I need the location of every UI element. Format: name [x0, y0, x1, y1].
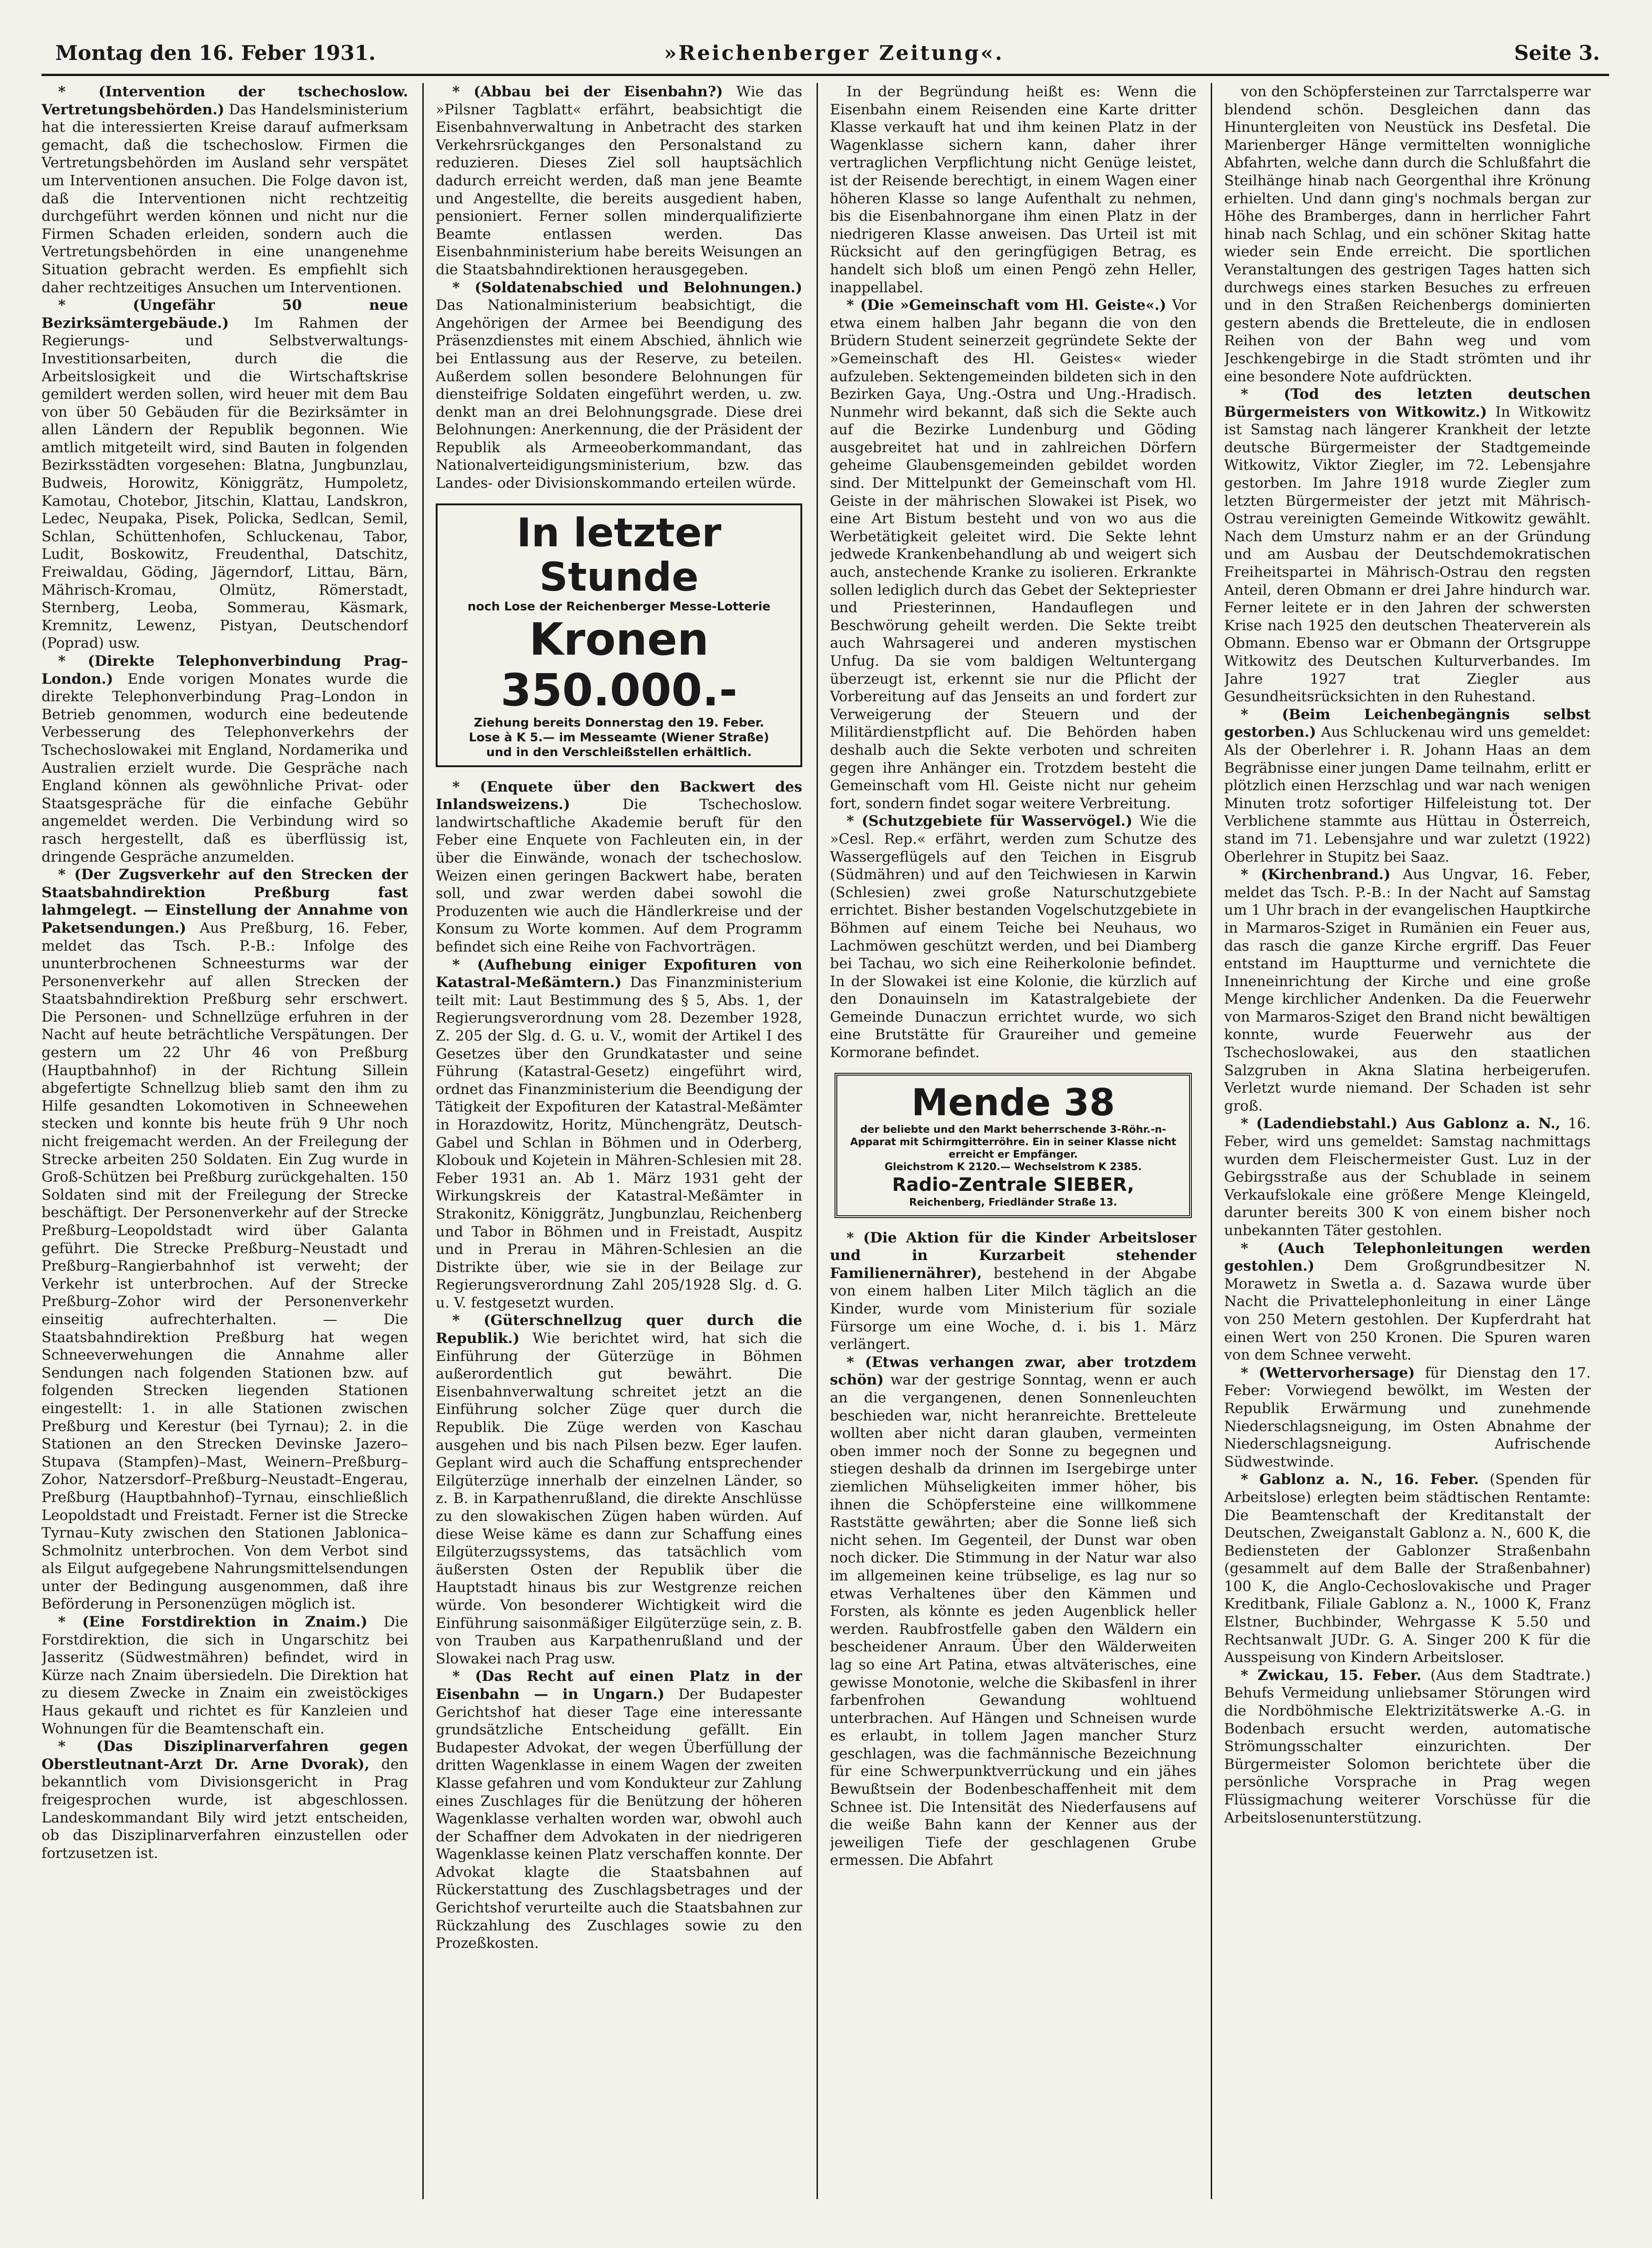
column-4: [1224, 83, 1591, 2204]
article-text: Wie berichtet wird, hat sich die Einführung der Güterzüge in Böhmen außerordentlich gut bewährt. Die Eisenbahnverwaltung schreitet jetzt an die Einführung solcher Züge quer durch die Republik. Die Züge werden von Kaschau ausgehen und bis nach Pilsen bezw. Eger laufen. Geplant wird auch die Schaffung entsprechender Eilgüterzüge innerhalb der einzelnen Länder, so z. B. in Karpathenrußland, die direkte Anschlüsse zu den slowakischen Zügen haben würden. Auf diese Weise käme es dann zur Schaffung eines Eilgüterzugssystems, das tatsächlich vom äußersten Osten der Republik über die Hauptstadt hinaus bis zur Westgrenze reichen würde. Von besonderer Wichtigkeit wird die Einführung saisonmäßiger Eilgüterzüge sein, z. B. von Trauben aus Karpathenrußland und der Slowakei nach Prag usw.: [436, 1330, 802, 1667]
article-title: * (Schutzgebiete für Wasservögel.): [847, 813, 1133, 830]
article: [41, 1613, 408, 1738]
article-title: * (Der Zugsverkehr auf den Strecken der Staatsbahndirektion Preßburg fast lahmgelegt. — Einstellung der Annahme von Paketsendungen.): [41, 866, 408, 936]
article-title: * (Güterschnellzug quer durch die Republik.): [436, 1312, 802, 1347]
article-text: (Aus dem Stadtrate.) Behufs Vermeidung unliebsamer Störungen wird die Nordböhmische Elektrizitätswerke A.-G. in Bodenbach ersucht werden, automatische Strömungsschalter einzurichten. Der Bürgermeister Solomon berichtete über die persönliche Vorsprache in Prag wegen Flüssigmachung weiterer Vorschüsse für die Arbeitslosenunterstützung.: [1224, 1667, 1591, 1826]
article: [1224, 866, 1591, 1115]
column-2: [436, 83, 802, 2204]
article-title: * (Das Recht auf einen Platz in der Eisenbahn — in Ungarn.): [436, 1668, 802, 1703]
article: [1224, 706, 1591, 866]
article-text: für Dienstag den 17. Feber: Vorwiegend bewölkt, im Westen der Republik Erwärmung und zunehmende Niederschlagsneigung, im Osten Abnahme der Niederschlagsneigung. Aufrischende Südwestwinde.: [1224, 1364, 1591, 1470]
ad-headline: In letzter Stunde: [516, 509, 722, 600]
article-text: Die Tschechoslow. landwirtschaftliche Akademie beruft für den Feber eine Enquete von Fachleuten ein, in der über die Einwände, wonach der tschechoslow. Weizen einen geringen Backwert habe, beraten soll, und zwar werden dabei sowohl die Produzenten wie auch die Händlerkreise und der Konsum zu Worte kommen. Auf dem Programm befindet sich eine Reihe von Fachvorträgen.: [436, 796, 802, 955]
article: [436, 1312, 802, 1668]
article-title: * (Soldatenabschied und Belohnungen.): [452, 279, 802, 296]
article: [41, 83, 408, 296]
radio-advertisement: [835, 1073, 1192, 1218]
article-text: Vor etwa einem halben Jahr begann die von den Brüdern Student seinerzeit gegründete Sekte der »Gemeinschaft des Hl. Geistes« wieder aufzuleben. Sektengemeinden bildeten sich in den Bezirken Gaya, Ung.-Ostra und Ung.-Hradisch. Nunmehr wird bekannt, daß sich die Sekte auch auf die Bezirke Lundenburg und Göding ausgebreitet hat und in zahlreichen Dörfern geheime Glaubensgemeinden gebildet worden sind. Der Mittelpunkt der Gemeinschaft vom Hl. Geiste in der mährischen Slowakei ist Pisek, wo eine Art Bistum besteht und von wo aus die Werbetätigkeit geleitet wird. Die Sekte lehnt jedwede Krankenbehandlung ab und weigert sich auch, anstechende Kranke zu isolieren. Erkrankte sollen lediglich durch das Gebet der Sektepriester und Priesterinnen, Handauflegen und Beschwörung geheilt werden. Die Sekte treibt auch Wahrsagerei und anderen mystischen Unfug. Da sie vom baldigen Weltuntergang überzeugt ist, erkennt sie nur die Pflicht der Vorbereitung auf das Jenseits an und fordert zur Verweigerung der Steuern und der Militärdienstpflicht auf. Die Behörden haben deshalb auch die Sekte verboten und schreiten gegen ihre Anhänger ein. Trotzdem besteht die Gemeinschaft vom Hl. Geiste nicht nur geheim fort, sondern findet sogar weitere Verbreitung.: [830, 297, 1196, 812]
article: [1224, 385, 1591, 706]
article-text: Der Budapester Gerichtshof hat dieser Tage eine interessante grundsätzliche Entscheidung gefällt. Ein Budapester Advokat, der wegen Überfüllung der dritten Wagenklasse in einem Wagen der zweiten Klasse gefahren und vom Kondukteur zur Zahlung eines Zuschlages für die Benützung der höheren Wagenklasse verhalten worden war, obwohl auch der Schaffner dem Advokaten in der niedrigeren Wagenklasse keinen Platz verschaffen konnte. Der Advokat klagte die Staatsbahnen auf Rückerstattung des Zuschlagsbetrages und der Gerichtshof verurteilte auch die Staatsbahnen zur Rückzahlung des Zuschlages sowie zu den Prozeßkosten.: [436, 1686, 802, 1952]
article: [1224, 1115, 1591, 1239]
article-text: Ende vorigen Monates wurde die direkte Telephonverbindung Prag–London in Betrieb genommen, wodurch eine bedeutende Verbesserung des Telephonverkehrs der Tschechoslowakei mit England, Nordamerika und Australien erzielt wurde. Die Gespräche nach England können als gewöhnliche Privat- oder Staatsgespräche für die einfache Gebühr angemeldet werden. Die Verbindung wird so rasch hergestellt, daß es überflüssig ist, dringende Gespräche anzumelden.: [41, 670, 408, 865]
article-title: * (Ungefähr 50 neue Bezirksämtergebäude.): [41, 297, 408, 331]
header-page-number: Seite 3.: [1514, 41, 1600, 65]
article-text: Aus Schluckenau wird uns gemeldet: Als der Oberlehrer i. R. Johann Haas an dem Begräbnisse einer jungen Dame teilnahm, erlitt er plötzlich einen Herzschlag und war nach wenigen Minuten trotz sofortiger Hilfeleistung tot. Der Verblichene stammte aus Hüttau in Österreich, stand im 71. Lebensjahre und war zuletzt (1922) Oberlehrer in Stupitz bei Saaz.: [1224, 724, 1591, 865]
ad-amount: Kronen 350.000.-: [500, 613, 738, 716]
article-title: * (Enquete über den Backwert des Inlandsweizens.): [436, 778, 802, 813]
article-title: * (Die »Gemeinschaft vom Hl. Geiste«.): [847, 297, 1166, 314]
article-title: * (Eine Forstdirektion in Znaim.): [58, 1614, 367, 1631]
ad-headline: Mende 38: [911, 1081, 1115, 1124]
article: [830, 1354, 1196, 1869]
lottery-advertisement: [436, 503, 802, 767]
article: [1224, 1667, 1591, 1827]
ad-line: noch Lose der Reichenberger Messe-Lotterie: [467, 599, 771, 614]
article: [436, 83, 802, 279]
article-text: (Spenden für Arbeitslose) erlegten beim städtischen Rentamte: Die Beamtenschaft der Kreditanstalt der Deutschen, Zweiganstalt Gablonz a. N., 600 K, die Bediensteten der Gablonzer Straßenbahn (gesammelt auf dem Balle der Straßenbahner) 100 K, die Anglo-Cechoslovakische und Prager Kreditbank, Filiale Gablonz a. N., 1000 K, Franz Elstner, Buchbinder, Wehrgasse K 5.50 und Rechtsanwalt JUDr. G. A. Singer 200 K für die Ausspeisung von Kindern Arbeitsloser.: [1224, 1471, 1591, 1666]
ad-line: der beliebte und den Markt beherrschende 3-Röhr.-n-Apparat mit Schirmgitterröhre. Ein in seiner Klasse nicht erreicht er Empfänger.: [850, 1124, 1177, 1160]
article-title: * (Abbau bei der Eisenbahn?): [452, 83, 723, 100]
article: [436, 778, 802, 956]
article-text: Das Finanzministerium teilt mit: Laut Bestimmung des § 5, Abs. 1, der Regierungsverordnung vom 28. Dezember 1928, Z. 205 der Slg. d. G. u. V., womit der Artikel I des Gesetzes über den Grundkataster und seine Führung (Katastral-Gesetz) eingeführt wird, ordnet das Finanzministerium die Beendigung der Tätigkeit der Expofituren der Katastral-Meßämter in Horazdowitz, Horitz, Münchengrätz, Deutsch-Gabel und Schlan in Böhmen und in Oderberg, Klobouk und Kojetein in Mähren-Schlesien mit 28. Feber 1931 an. Ab 1. März 1931 geht der Wirkungskreis der Katastral-Meßämter in Strakonitz, Königgrätz, Jungbunzlau, Reichenberg und Tabor in Böhmen und in Freistadt, Auspitz und in Prerau in Mähren-Schlesien an die Distrikte über, wie sie in der Beilage zur Regierungsverordnung Zahl 205/1928 Slg. d. G. u. V. festgesetzt wurden.: [436, 974, 802, 1311]
article-text: Wie die »Cesl. Rep.« erfährt, werden zum Schutze des Wassergeflügels auf den Teichen in Eisgrub (Südmähren) und auf den Teichwiesen in Karwin (Schlesien) zwei große Naturschutzgebiete errichtet. Bisher bestanden Vogelschutzgebiete in Böhmen auf einem Teiche bei Neuhaus, wo Lachmöwen geschützt werden, und bei Diamberg bei Tachau, wo sich eine Reiherkolonie befindet. In der Slowakei ist eine Kolonie, die kürzlich auf den Donauinseln im Katastralgebiete der Gemeinde Dunaczun errichtet wurde, wo sich eine Brutstätte für Graureiher und gemeine Kormorane befindet.: [830, 813, 1196, 1061]
article: [41, 296, 408, 652]
article: [41, 1738, 408, 1862]
article-text: von den Schöpfersteinen zur Tarrctalsperre war blendend schön. Desgleichen dann das Hinuntergleiten von Neustück ins Desfetal. Die Marienberger Hänge vermittelten wonnigliche Abfahrten, welche dann durch die Schlußfahrt die Steilhänge hinab nach Georgenthal ihre Krönung erhielten. Und dann ging's nochmals bergan zur Höhe des Bramberges, dann in herrlicher Fahrt hinab nach Schlag, und ein schöner Skitag hatte wieder sein Ende erreicht. Die sportlichen Veranstaltungen des gestrigen Tages hatten sich durchwegs eines starken Besuches zu erfreuen und in den Straßen Reichenbergs dominierten gestern abends die Bretteleute, die in endlosen Reihen von der Bahn weg und vom Jeschkengebirge in die Stadt strömten und ihr eine besondere Note aufdrückten.: [1224, 83, 1591, 385]
article-text: Aus Ungvar, 16. Feber, meldet das Tsch. P.-B.: In der Nacht auf Samstag um 1 Uhr brach in der evangelischen Hauptkirche in Marmaros-Sziget in Rumänien ein Feuer aus, das rasch die ganze Kirche ergriff. Das Feuer entstand im Hauptturme und vernichtete die Inneneinrichtung der Kirche und eine große Menge kirchlicher Andenken. Da die Feuerwehr von Marmaros-Sziget den Brand nicht bewältigen konnte, wurde Feuerwehr aus der Tschechoslowakei, aus den staatlichen Salzgruben in Akna Slatina herbeigerufen. Verletzt wurde niemand. Der Schaden ist sehr groß.: [1224, 866, 1591, 1114]
article-title: * Gablonz a. N., 16. Feber.: [1241, 1471, 1479, 1488]
article: [436, 1668, 802, 1952]
column-3: [830, 83, 1196, 2204]
ad-line: Lose à K 5.— im Messeamte (Wiener Straße): [468, 730, 770, 745]
page-header: [41, 32, 1609, 76]
article: [1224, 1471, 1591, 1667]
article-title: * (Direkte Telephonverbindung Prag–London.): [41, 653, 408, 687]
article-title: * (Ladendiebstahl.) Aus Gablonz a. N.,: [1241, 1115, 1561, 1132]
article: [830, 1229, 1196, 1354]
article: [830, 296, 1196, 812]
article-text: In Witkowitz ist Samstag nach längerer Krankheit der letzte deutsche Bürgermeister der Stadtgemeinde Witkowitz, Viktor Ziegler, im 72. Lebensjahre gestorben. Im Jahre 1918 wurde Ziegler zum letzten Bürgermeister der jetzt mit Mährisch-Ostrau vereinigten Gemeinde Witkowitz gewählt. Nach dem Umsturz nahm er an der Gründung und am Ausbau der Deutschdemokratischen Freiheitspartei in Mährisch-Ostrau den regsten Anteil, deren Obmann er drei Jahre hindurch war. Ferner leitete er in den Jahren der schwersten Krise nach 1925 den deutschen Theaterverein als Obmann. Ebenso war er Obmann der Ortsgruppe Witkowitz des Deutschen Kulturverbandes. Im Jahre 1927 trat Ziegler aus Gesundheitsrücksichten in den Ruhestand.: [1224, 403, 1591, 705]
article: [1224, 83, 1591, 385]
article-text: Das Nationalministerium beabsichtigt, die Angehörigen der Armee bei Beendigung des Präsenzdienstes mit einem Abschied, ähnlich wie bei Entlassung aus der Reserve, zu beteilen. Außerdem sollen besondere Belohnungen für diensteifrige Soldaten eingeführt werden, u. zw. denkt man an drei Belohnungsgrade. Diese drei Belohnungen: Anerkennung, die der Präsident der Republik als Armeeoberkommandant, das Nationalverteidigungsministerium, bzw. das Landes- oder Divisionskommando erteilen würde.: [436, 297, 802, 492]
article-title: * (Wettervorhersage): [1241, 1364, 1415, 1381]
article-title: * (Beim Leichenbegängnis selbst gestorben.): [1224, 706, 1591, 741]
column-1: [41, 83, 408, 2204]
article-title: * (Kirchenbrand.): [1241, 866, 1391, 883]
column-rule: [1211, 83, 1212, 2199]
ad-address: Reichenberg, Friedländer Straße 13.: [909, 1196, 1118, 1208]
article-text: den bekanntlich vom Divisionsgericht in Prag freigesprochen wurde, ist abgeschlossen. Landeskommandant Bily wird jetzt entscheiden, ob das Disziplinarverfahren einzustellen oder fortzusetzen ist.: [41, 1756, 408, 1862]
ad-dealer: Radio-Zentrale SIEBER,: [892, 1174, 1134, 1195]
article-text: Wie das »Pilsner Tagblatt« erfährt, beabsichtigt die Eisenbahnverwaltung in Anbetracht des starken Verkehrsrückganges den Personalstand zu reduzieren. Dieses Ziel soll hauptsächlich dadurch erreicht werden, daß man jene Beamte und Angestellte, die bereits ausgedient haben, pensioniert. Ferner sollen minderqualifizierte Beamte entlassen werden. Das Eisenbahnministerium habe bereits Weisungen an die Staatsbahndirektionen herausgegeben.: [436, 83, 802, 278]
article: [41, 866, 408, 1613]
header-masthead: »Reichenberger Zeitung«.: [664, 41, 1004, 65]
article-text: 16. Feber, wird uns gemeldet: Samstag nachmittags wurden dem Fleischermeister Gust. Luz in der Gebirgsstraße aus der Schublade in seinem Verkaufslokale eine größere Menge Kleingeld, darunter bereits 300 K von einem bisher noch unbekannten Täter gestohlen.: [1224, 1115, 1591, 1239]
article-title: * Zwickau, 15. Feber.: [1241, 1667, 1422, 1684]
article-text: bestehend in der Abgabe von einem halben Liter Milch täglich an die Kinder, wurde vom Ministerium für soziale Fürsorge um eine Woche, d. i. bis 1. März verlängert.: [830, 1265, 1196, 1353]
article-text: Das Handelsministerium hat die interessierten Kreise darauf aufmerksam gemacht, daß die tschechoslow. Firmen die Vertretungsbehörden im Ausland sehr verspätet um Interventionen ansuchen. Die Folge davon ist, daß die Interventionen nicht rechtzeitig durchgeführt werden können und nicht nur die Firmen Schaden erleiden, sondern auch die Vertretungsbehörden in eine unangenehme Situation gebracht werden. Es empfiehlt sich daher rechtzeitiges Ansuchen um Interventionen.: [41, 101, 408, 296]
article-title: * (Das Disziplinarverfahren gegen Oberstleutnant-Arzt Dr. Arne Dvorak),: [41, 1738, 408, 1773]
article: [1224, 1240, 1591, 1364]
article: [1224, 1364, 1591, 1471]
article-text: Im Rahmen der Regierungs- und Selbstverwaltungs-Investitionsarbeiten, durch die die Arbeitslosigkeit und die Wirtschaftskrise gemildert werden sollen, wird heuer mit dem Bau von über 50 Gebäuden für die Bezirksämter in allen Ländern der Republik begonnen. Wie amtlich mitgeteilt wird, sind Bauten in folgenden Bezirksstädten vorgesehen: Blatna, Jungbunzlau, Budweis, Horowitz, Königgrätz, Humpoletz, Kamotau, Chotebor, Jitschin, Klattau, Landskron, Ledec, Neupaka, Pisek, Policka, Sedlcan, Semil, Schlan, Schüttenhofen, Schluckenau, Tabor, Ludit, Boskowitz, Freudenthal, Datschitz, Freiwaldau, Göding, Jägerndorf, Littau, Bärn, Mährisch-Kromau, Olmütz, Römerstadt, Sternberg, Leoba, Sommerau, Käsmark, Kremnitz, Lewenz, Pistyan, Deutschendorf (Poprad) usw.: [41, 314, 408, 652]
header-date: Montag den 16. Feber 1931.: [55, 41, 376, 65]
article-text: Dem Großgrundbesitzer N. Morawetz in Swetla a. d. Sazawa wurde über Nacht die Privattelephonleitung in einer Länge von 250 Metern gestohlen. Der Kupferdraht hat einen Wert von 250 Kronen. Die Spuren waren von dem Schnee verweht.: [1224, 1258, 1591, 1364]
article-title: * (Etwas verhangen zwar, aber trotzdem schön): [830, 1354, 1196, 1389]
article-text: In der Begründung heißt es: Wenn die Eisenbahn einem Reisenden eine Karte dritter Klasse verkauft hat und ihm keinen Platz in der Wagenklasse sichern kann, daher ihrer vertraglichen Verpflichtung nicht Genüge leistet, ist der Reisende berechtigt, in einem Wagen einer höheren Klasse so lange Aufenthalt zu nehmen, bis die Eisenbahnorgane ihm einen Platz in der niedrigeren Klasse anweisen. Das Urteil ist mit Rücksicht auf den geringfügigen Betrag, es handelt sich bloß um einen Pengö zehn Heller, inappellabel.: [830, 83, 1196, 296]
article-title: * (Auch Telephonleitungen werden gestohlen.): [1224, 1240, 1591, 1275]
article-title: * (Aufhebung einiger Expofituren von Katastral-Meßämtern.): [436, 956, 802, 991]
article: [436, 279, 802, 492]
article-title: * (Tod des letzten deutschen Bürgermeisters von Witkowitz.): [1224, 386, 1591, 420]
column-rule: [817, 83, 818, 2199]
ad-line: und in den Verschleißstellen erhältlich.: [486, 745, 752, 759]
article-text: Die Forstdirektion, die sich in Ungarschitz bei Jasseritz (Südwestmähren) befindet, wird in Kürze nach Znaim übersiedeln. Die Direktion hat zu diesem Zwecke in Znaim ein zweistöckiges Haus gekauft und richtet es für Kanzleien und Wohnungen für die Beamtenschaft ein.: [41, 1614, 408, 1737]
article: [830, 812, 1196, 1061]
article: [830, 83, 1196, 296]
newspaper-page: [41, 32, 1609, 2213]
article-text: Aus Preßburg, 16. Feber, meldet das Tsch. P.-B.: Infolge des ununterbrochenen Schneesturms war der Personenverkehr auf allen Strecken der Staatsbahndirektion Preßburg sehr erschwert. Die Personen- und Schnellzüge erfuhren in der Nacht auf heute beträchtliche Verspätungen. Der gestern um 22 Uhr 46 von Preßburg (Hauptbahnhof) in der Richtung Sillein abgefertigte Schnellzug blieb samt den ihm zu Hilfe gesandten Lokomotiven in Schneewehen stecken und konnte bis heute früh 9 Uhr noch nicht freigemacht werden. An der Freilegung der Strecke arbeiten 250 Soldaten. Ein Zug wurde in Groß-Schützen bei Preßburg zurückgehalten. 150 Soldaten sind mit der Freilegung der Strecke beschäftigt. Der Personenverkehr auf der Strecke Preßburg–Leopoldstadt wird über Galanta geführt. Die Strecke Preßburg–Neustadt und Preßburg–Rangierbahnhof ist verweht; der Verkehr ist unterbrochen. Auf der Strecke Preßburg–Zohor wird der Personenverkehr einseitig aufrechterhalten. — Die Staatsbahndirektion Preßburg hat wegen Schneeverwehungen die Annahme aller Sendungen nach folgenden Stationen bzw. auf folgenden Strecken liegenden Stationen eingestellt: 1. in alle Stationen zwischen Preßburg und Kerestur (bei Tyrnau); 2. in die Stationen an den Strecken Devinske Jazero–Stupava (Stampfen)–Mast, Weinern–Preßburg–Zohor, Natzersdorf–Preßburg–Neustadt–Engerau, Preßburg (Hauptbahnhof)–Tyrnau, einschließlich Leopoldstadt und Freistadt. Ferner ist die Strecke Tyrnau–Kuty zwischen den Stationen Jablonica–Schmolnitz unterbrochen. Von dem Verbot sind als Eilgut aufgegebene Nahrungsmittelsendungen unter der Bedingung ausgenommen, daß ihre Beförderung in Personenzügen möglich ist.: [41, 919, 408, 1613]
article-title: * (Intervention der tschechoslow. Vertretungsbehörden.): [41, 83, 408, 118]
ad-price: Gleichstrom K 2120.— Wechselstrom K 2385.: [884, 1161, 1142, 1173]
column-rule: [422, 83, 424, 2199]
ad-line: Ziehung bereits Donnerstag den 19. Feber.: [474, 716, 764, 730]
article-text: war der gestrige Sonntag, wenn er auch an die vergangenen, denen Sonnenleuchten beschieden war, nicht heranreichte. Bretteleute wollten aber nicht daran glauben, vermeinten oben immer noch der Sonne zu begegnen und stiegen deshalb da drinnen im Isergebirge unter ziemlichen Mühseligkeiten immer höher, bis ihnen die Schöpfersteine eine willkommene Raststätte gewährten; aber die Sonne ließ sich nicht sehen. Im Gegenteil, der Dunst war oben noch dicker. Die Stimmung in der Natur war also im allgemeinen keine trübselige, es lag nur so etwas Verhaltenes über den Kämmen und Forsten, als könnte es jeden Augenblick heller werden. Raubfrostfelle gaben den Wäldern ein bescheidener Anraum. Über den Wälderweiten lag so eine Art Patina, etwas altväterisches, eine gewisse Monotonie, welche die Skibasfenl in ihrer farbenfrohen Gewandung wohltuend unterbrachen. Auf Hängen und Schneisen wurde es erlaubt, in tollem Jagen mancher Sturz geschlagen, was die fachmännische Bezeichnung für eine Schwerpunktverrückung und ein jähes Bewußtsein der Bodenbeschaffenheit mit dem Schnee ist. Die Intensität des Niederfausens auf die weiße Bahn kann der Kenner aus der jeweiligen Tiefe der geschlagenen Grube ermessen. Die Abfahrt: [830, 1372, 1196, 1869]
article: [41, 652, 408, 866]
article-title: * (Die Aktion für die Kinder Arbeitsloser und in Kurzarbeit stehender Familienernährer),: [830, 1229, 1196, 1282]
article: [436, 956, 802, 1312]
